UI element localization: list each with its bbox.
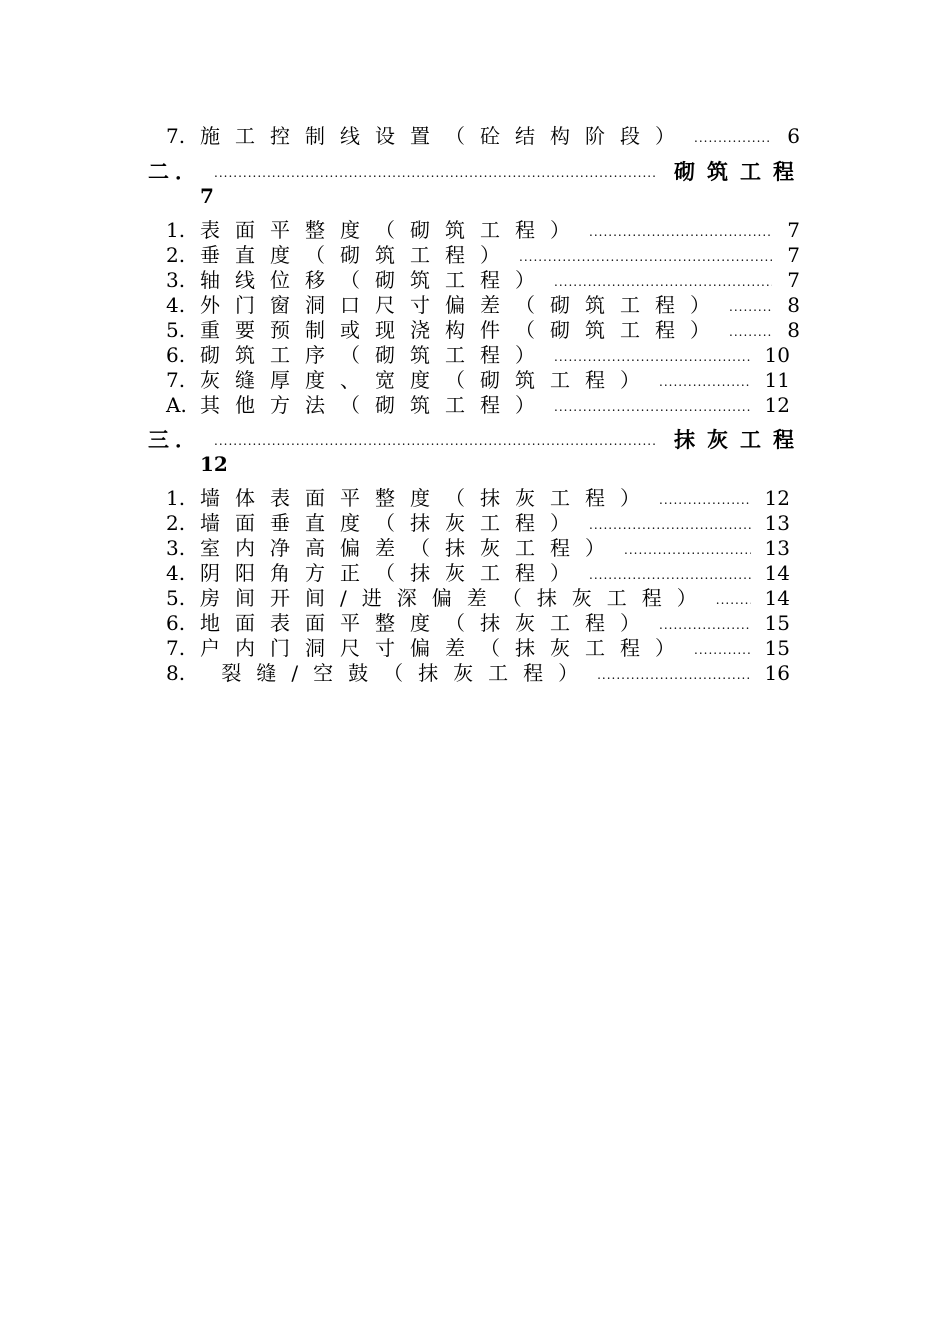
toc-entry-title: 墙体表面平整度（抹灰工程） [200, 486, 655, 510]
toc-entry[interactable] [160, 536, 790, 561]
toc-entry-title: 裂缝/空鼓（抹灰工程） [200, 661, 594, 685]
toc-entry-page: 14 [764, 561, 790, 585]
toc-entry-page: 14 [764, 586, 790, 610]
toc-entry-number: 2. [166, 243, 186, 267]
section-number: 三． [148, 427, 202, 452]
toc-entry-title: 灰缝厚度、宽度（砌筑工程） [200, 368, 655, 392]
toc-entry-number: 7. [166, 368, 186, 392]
toc-dot-leader [554, 391, 751, 420]
toc-entry-title: 墙面垂直度（抹灰工程） [200, 511, 585, 535]
section-title: 砌筑工程 [674, 159, 806, 184]
toc-entry[interactable] [160, 611, 790, 636]
toc-entry[interactable] [160, 586, 790, 611]
toc-entry[interactable] [160, 343, 790, 368]
toc-entry-page: 11 [764, 368, 790, 392]
toc-entry-number: 7. [166, 636, 186, 660]
toc-entry-page: 7 [787, 268, 800, 292]
toc-entry[interactable] [160, 268, 800, 293]
toc-entry-title: 轴线位移（砌筑工程） [200, 268, 550, 292]
toc-entry-page: 12 [764, 393, 790, 417]
toc-section-heading[interactable] [148, 157, 806, 185]
section-number: 二． [148, 159, 202, 184]
toc-section-heading[interactable] [148, 425, 806, 453]
toc-entry-title: 施工控制线设置（砼结构阶段） [200, 124, 690, 148]
toc-entry[interactable] [160, 368, 790, 393]
toc-dot-leader [214, 157, 658, 186]
toc-entry-page: 16 [764, 661, 790, 685]
toc-entry-number: 4. [166, 293, 186, 317]
toc-entry[interactable] [160, 511, 790, 536]
toc-entry-page: 15 [764, 611, 790, 635]
toc-entry-number: 6. [166, 611, 186, 635]
toc-entry-title: 阴阳角方正（抹灰工程） [200, 561, 585, 585]
toc-entry-number: 3. [166, 268, 186, 292]
toc-entry[interactable] [160, 293, 800, 318]
toc-entry-page: 8 [787, 318, 800, 342]
toc-entry-title: 重要预制或现浇构件（砌筑工程） [200, 318, 725, 342]
toc-entry-number: 6. [166, 343, 186, 367]
toc-entry[interactable] [160, 561, 790, 586]
toc-entry-page: 8 [787, 293, 800, 317]
toc-entry-page: 7 [787, 218, 800, 242]
toc-entry-title: 外门窗洞口尺寸偏差（砌筑工程） [200, 293, 725, 317]
section-title: 抹灰工程 [674, 427, 806, 452]
toc-entry-number: 7. [166, 124, 186, 148]
toc-entry[interactable] [160, 218, 800, 243]
toc-entry-number: 3. [166, 536, 186, 560]
toc-entry[interactable] [160, 318, 800, 343]
toc-entry-title: 房间开间/进深偏差（抹灰工程） [200, 586, 712, 610]
toc-entry[interactable] [160, 124, 800, 149]
section-page-number: 7 [200, 184, 214, 208]
toc-entry-number: A. [166, 393, 187, 417]
toc-entry-number: 1. [166, 486, 186, 510]
toc-entry[interactable] [160, 661, 790, 686]
toc-entry-title: 砌筑工序（砌筑工程） [200, 343, 550, 367]
toc-entry-number: 8. [166, 661, 186, 685]
toc-entry-page: 12 [764, 486, 790, 510]
toc-entry-page: 15 [764, 636, 790, 660]
toc-dot-leader [694, 122, 772, 151]
toc-entry-title: 垂直度（砌筑工程） [200, 243, 515, 267]
toc-entry-number: 5. [166, 318, 186, 342]
toc-entry-title: 其他方法（砌筑工程） [200, 393, 550, 417]
toc-entry-title: 地面表面平整度（抹灰工程） [200, 611, 655, 635]
toc-entry-title: 表面平整度（砌筑工程） [200, 218, 585, 242]
toc-entry-title: 室内净高偏差（抹灰工程） [200, 536, 620, 560]
toc-entry-page: 10 [764, 343, 790, 367]
section-page-number: 12 [200, 452, 228, 476]
toc-entry-title: 户内门洞尺寸偏差（抹灰工程） [200, 636, 690, 660]
toc-entry-page: 6 [787, 124, 800, 148]
toc-entry[interactable] [160, 393, 790, 418]
toc-dot-leader [214, 425, 658, 454]
toc-dot-leader [597, 659, 750, 688]
toc-entry[interactable] [160, 243, 800, 268]
toc-entry-number: 4. [166, 561, 186, 585]
toc-entry-page: 13 [764, 536, 790, 560]
toc-entry-page: 7 [787, 243, 800, 267]
toc-entry-number: 2. [166, 511, 186, 535]
toc-entry-page: 13 [764, 511, 790, 535]
toc-entry[interactable] [160, 636, 790, 661]
toc-entry-number: 5. [166, 586, 186, 610]
toc-entry-number: 1. [166, 218, 186, 242]
toc-entry[interactable] [160, 486, 790, 511]
